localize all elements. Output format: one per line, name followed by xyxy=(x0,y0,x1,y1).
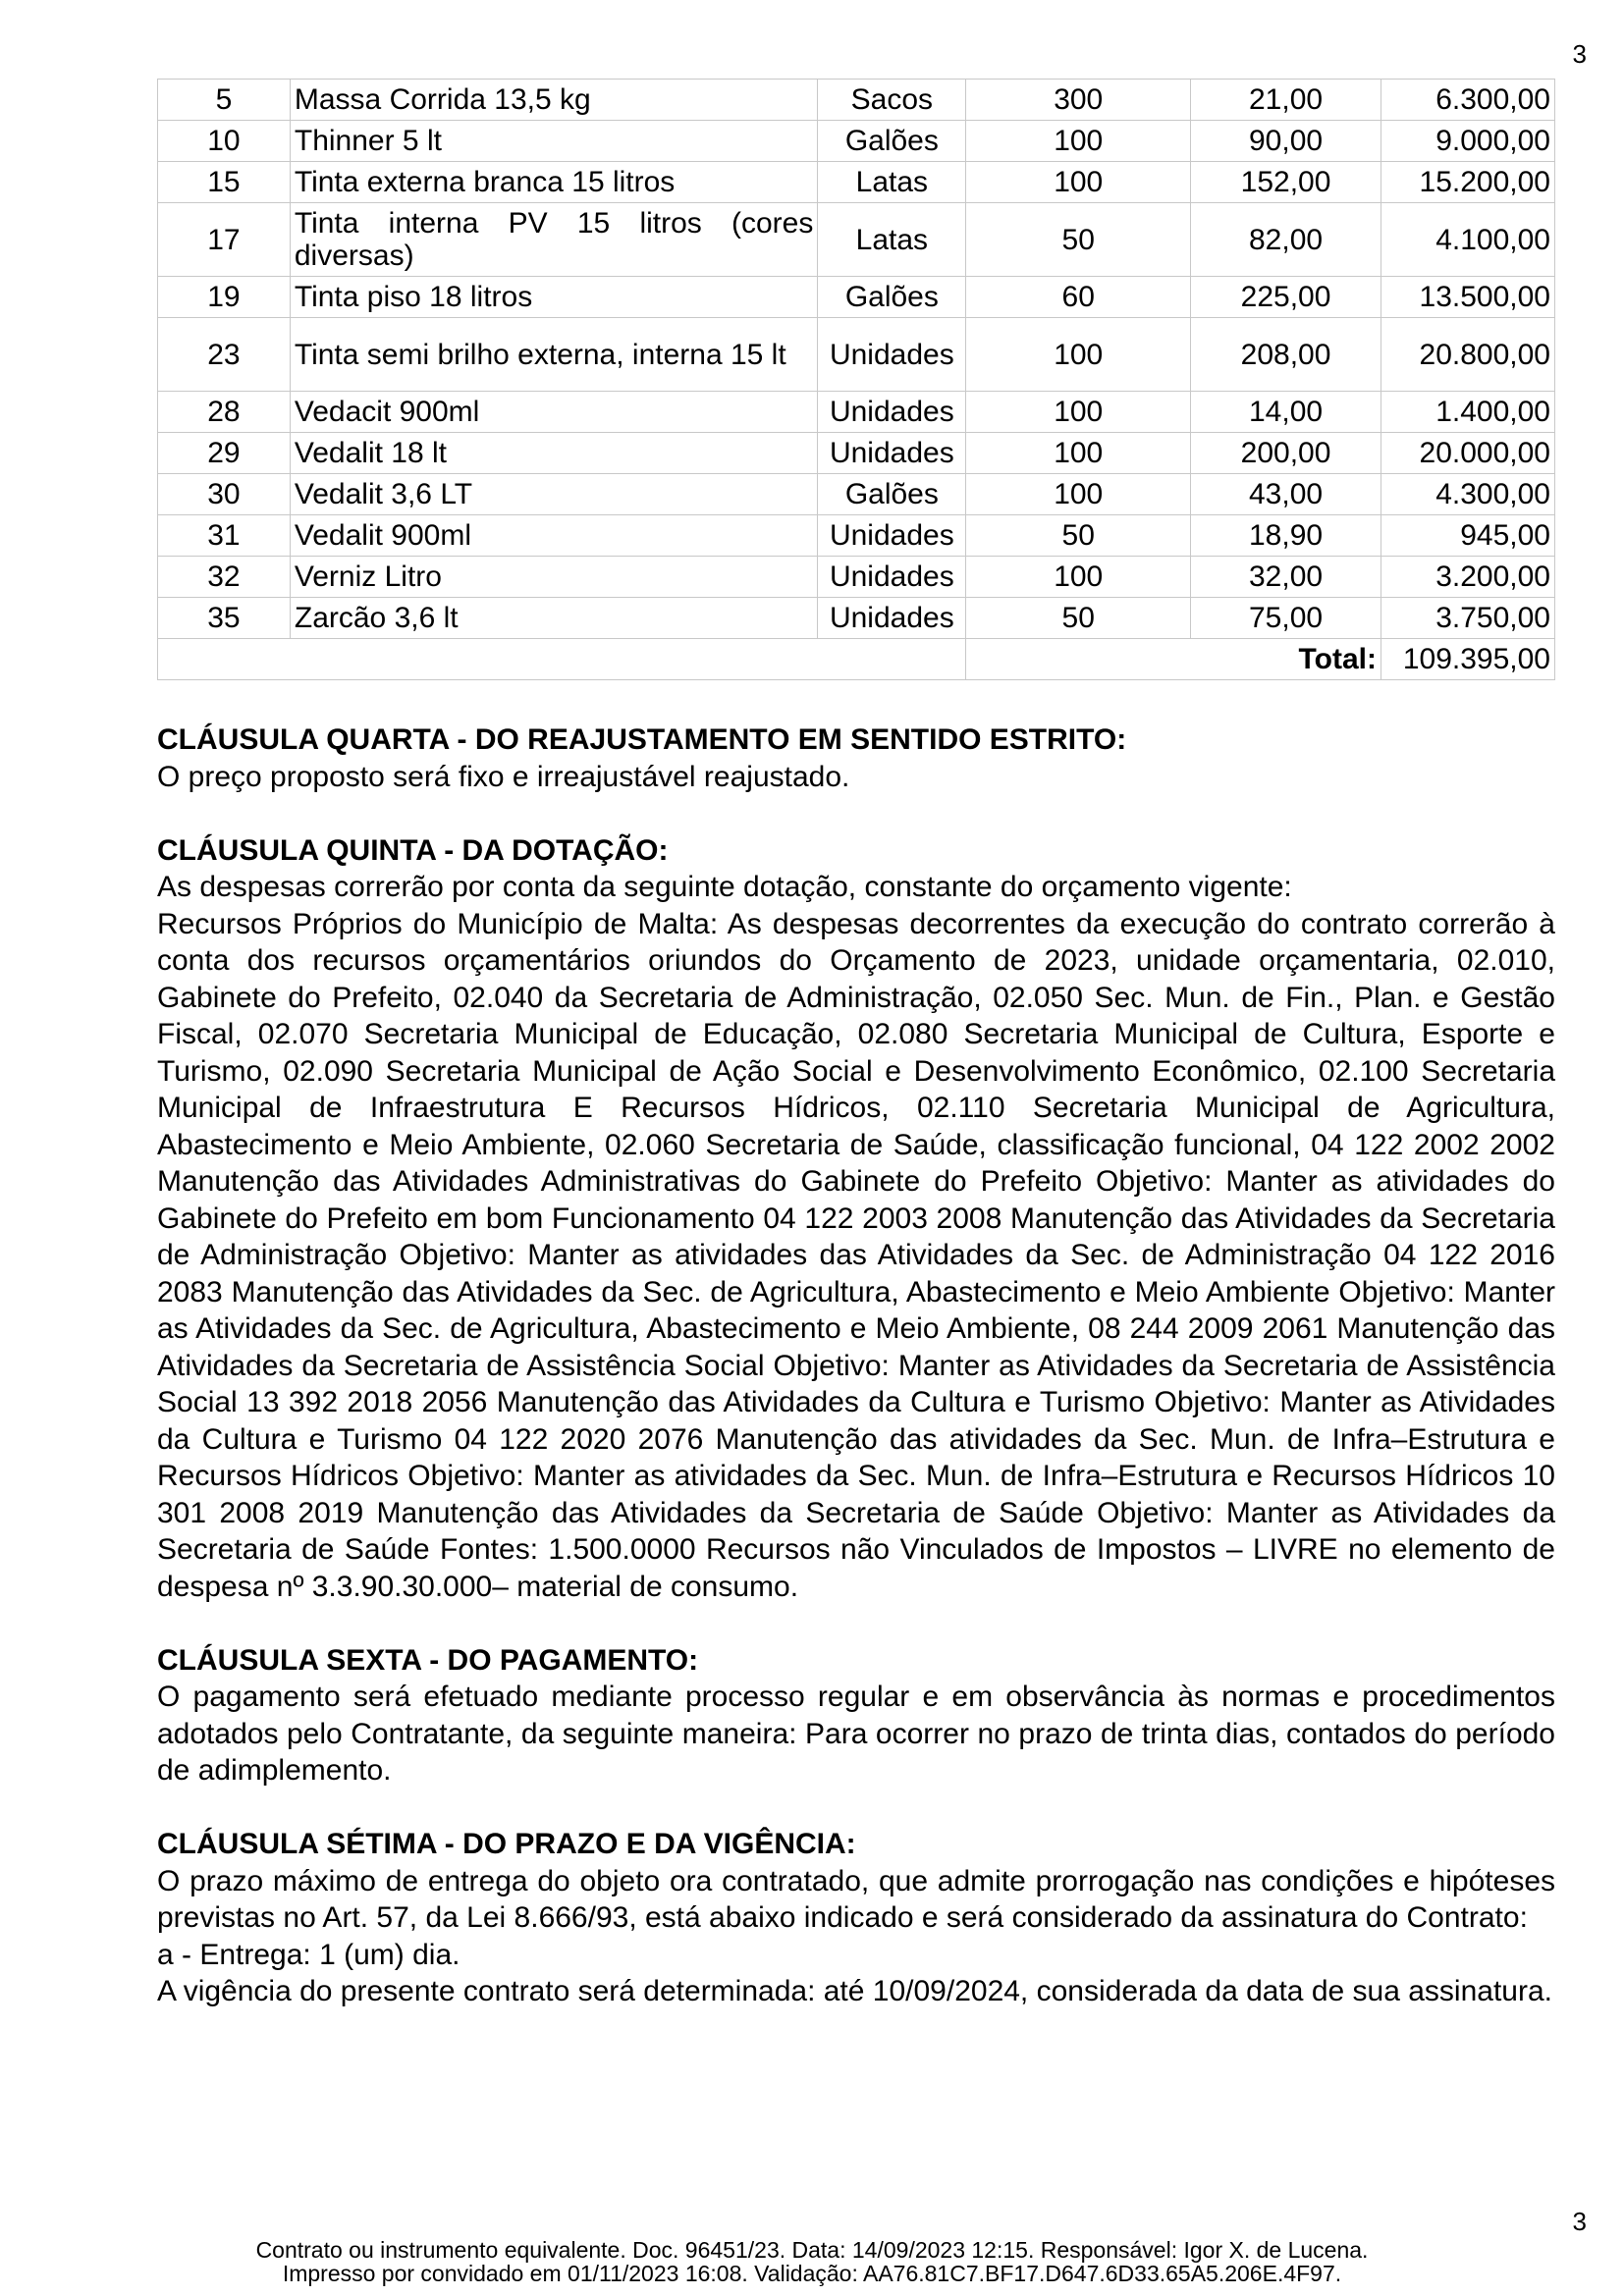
row-number: 10 xyxy=(158,121,291,162)
clause-sexta-title: CLÁUSULA SEXTA - DO PAGAMENTO: xyxy=(157,1643,699,1677)
row-number: 23 xyxy=(158,318,291,392)
row-total: 6.300,00 xyxy=(1380,80,1554,121)
row-unit-price: 75,00 xyxy=(1191,598,1381,639)
clause-sexta-text: O pagamento será efetuado mediante processo regular e em observância às normas e procedimentos adotados pelo Contratante, da seguinte maneira: Para ocorrer no prazo de trinta dias, contados do período de adimplemento. xyxy=(157,1681,1555,1787)
table-row xyxy=(158,598,1555,639)
row-description: Tinta semi brilho externa, interna 15 lt xyxy=(290,318,817,392)
table-row xyxy=(158,433,1555,474)
row-quantity: 100 xyxy=(966,557,1191,598)
row-unit: Unidades xyxy=(818,433,966,474)
row-quantity: 100 xyxy=(966,162,1191,203)
table-row xyxy=(158,203,1555,277)
row-unit-price: 208,00 xyxy=(1191,318,1381,392)
row-description: Massa Corrida 13,5 kg xyxy=(290,80,817,121)
row-unit: Unidades xyxy=(818,515,966,557)
items-table-body xyxy=(158,80,1555,639)
row-quantity: 100 xyxy=(966,392,1191,433)
row-unit: Unidades xyxy=(818,318,966,392)
row-number: 35 xyxy=(158,598,291,639)
row-unit: Latas xyxy=(818,203,966,277)
row-number: 31 xyxy=(158,515,291,557)
clause-quinta xyxy=(157,832,1555,1606)
row-total: 4.100,00 xyxy=(1380,203,1554,277)
total-label: Total: xyxy=(966,639,1381,680)
clause-setima-text: O prazo máximo de entrega do objeto ora contratado, que admite prorrogação nas condições e hipóteses previstas no Art. 57, da Lei 8.666/93, está abaixo indicado e será considerado da assinatura do Contrato: xyxy=(157,1864,1555,1934)
row-number: 29 xyxy=(158,433,291,474)
row-unit: Unidades xyxy=(818,557,966,598)
row-description: Vedacit 900ml xyxy=(290,392,817,433)
row-total: 15.200,00 xyxy=(1380,162,1554,203)
table-row xyxy=(158,515,1555,557)
row-number: 30 xyxy=(158,474,291,515)
row-total: 3.200,00 xyxy=(1380,557,1554,598)
footer-line-1: Contrato ou instrumento equivalente. Doc. 96451/23. Data: 14/09/2023 12:15. Responsável: Igor X. de Lucena. xyxy=(255,2237,1369,2263)
total-row-blank xyxy=(158,639,966,680)
row-number: 17 xyxy=(158,203,291,277)
row-number: 32 xyxy=(158,557,291,598)
row-unit-price: 14,00 xyxy=(1191,392,1381,433)
row-total: 20.800,00 xyxy=(1380,318,1554,392)
row-total: 9.000,00 xyxy=(1380,121,1554,162)
table-row xyxy=(158,80,1555,121)
table-row xyxy=(158,318,1555,392)
table-row xyxy=(158,162,1555,203)
row-unit-price: 43,00 xyxy=(1191,474,1381,515)
row-unit-price: 90,00 xyxy=(1191,121,1381,162)
row-quantity: 50 xyxy=(966,598,1191,639)
clause-quarta xyxy=(157,721,1555,795)
row-quantity: 50 xyxy=(966,515,1191,557)
page-number-bottom: 3 xyxy=(1572,2207,1587,2236)
row-description: Verniz Litro xyxy=(290,557,817,598)
row-unit: Galões xyxy=(818,121,966,162)
table-row xyxy=(158,474,1555,515)
row-number: 15 xyxy=(158,162,291,203)
row-total: 1.400,00 xyxy=(1380,392,1554,433)
row-description: Tinta piso 18 litros xyxy=(290,277,817,318)
row-unit: Sacos xyxy=(818,80,966,121)
row-unit-price: 18,90 xyxy=(1191,515,1381,557)
row-quantity: 100 xyxy=(966,121,1191,162)
clause-setima-item-a: a - Entrega: 1 (um) dia. xyxy=(157,1938,460,1971)
total-value: 109.395,00 xyxy=(1380,639,1554,680)
row-quantity: 300 xyxy=(966,80,1191,121)
row-quantity: 100 xyxy=(966,318,1191,392)
clause-setima xyxy=(157,1826,1555,2010)
items-table xyxy=(157,79,1555,680)
row-unit-price: 152,00 xyxy=(1191,162,1381,203)
clause-setima-vigencia: A vigência do presente contrato será determinada: até 10/09/2024, considerada da data de sua assinatura. xyxy=(157,1975,1552,2007)
row-total: 3.750,00 xyxy=(1380,598,1554,639)
row-description: Vedalit 18 lt xyxy=(290,433,817,474)
contract-body xyxy=(157,721,1555,2047)
clause-quinta-title: CLÁUSULA QUINTA - DA DOTAÇÃO: xyxy=(157,833,669,867)
row-quantity: 60 xyxy=(966,277,1191,318)
row-total: 4.300,00 xyxy=(1380,474,1554,515)
footer-line-2: Impresso por convidado em 01/11/2023 16:08. Validação: AA76.81C7.BF17.D647.6D33.65A5.206E.4F97. xyxy=(282,2261,1342,2286)
document-footer xyxy=(0,2238,1624,2285)
clause-quinta-text: Recursos Próprios do Município de Malta: As despesas decorrentes da execução do contrato correrão à conta dos recursos orçamentários oriundos do Orçamento de 2023, unidade orçamentaria, 02.010, Gabinete do Prefeito, 02.040 da Secretaria de Administração, 02.050 Sec. Mun. de Fin., Plan. e Gestão Fiscal, 02.070 Secretaria Municipal de Educação, 02.080 Secretaria Municipal de Cultura, Esporte e Turismo, 02.090 Secretaria Municipal de Ação Social e Desenvolvimento Econômico, 02.100 Secretaria Municipal de Infraestrutura E Recursos Hídricos, 02.110 Secretaria Municipal de Agricultura, Abastecimento e Meio Ambiente, 02.060 Secretaria de Saúde, classificação funcional, 04 122 2002 2002 Manutenção das Atividades Administrativas do Gabinete do Prefeito Objetivo: Manter as atividades do Gabinete do Prefeito em bom Funcionamento 04 122 2003 2008 Manutenção das Atividades da Secretaria de Administração Objetivo: Manter as atividades das Atividades da Sec. de Administração 04 122 2016 2083 Manutenção das Atividades da Sec. de Agricultura, Abastecimento e Meio Ambiente Objetivo: Manter as Atividades da Sec. de Agricultura, Abastecimento e Meio Ambiente, 08 244 2009 2061 Manutenção das Atividades da Secretaria de Assistência Social Objetivo: Manter as Atividades da Secretaria de Assistência Social 13 392 2018 2056 Manutenção das Atividades da Cultura e Turismo Objetivo: Manter as Atividades da Cultura e Turismo 04 122 2020 2076 Manutenção das atividades da Sec. Mun. de Infra–Estrutura e Recursos Hídricos Objetivo: Manter as atividades da Sec. Mun. de Infra–Estrutura e Recursos Hídricos 10 301 2008 2019 Manutenção das Atividades da Secretaria de Saúde Objetivo: Manter as Atividades da Secretaria de Saúde Fontes: 1.500.0000 Recursos não Vinculados de Impostos – LIVRE no elemento de despesa nº 3.3.90.30.000– material de consumo. xyxy=(157,907,1555,1603)
row-unit-price: 82,00 xyxy=(1191,203,1381,277)
row-unit: Galões xyxy=(818,474,966,515)
clause-setima-title: CLÁUSULA SÉTIMA - DO PRAZO E DA VIGÊNCIA: xyxy=(157,1828,856,1860)
row-description: Vedalit 3,6 LT xyxy=(290,474,817,515)
clause-quinta-intro: As despesas correrão por conta da seguinte dotação, constante do orçamento vigente: xyxy=(157,871,1292,903)
table-total-row xyxy=(158,639,1555,680)
row-number: 5 xyxy=(158,80,291,121)
row-description: Tinta interna PV 15 litros (cores diversas) xyxy=(290,203,817,277)
table-row xyxy=(158,557,1555,598)
row-quantity: 100 xyxy=(966,433,1191,474)
clause-quarta-text: O preço proposto será fixo e irreajustável reajustado. xyxy=(157,760,850,793)
row-quantity: 50 xyxy=(966,203,1191,277)
row-description: Thinner 5 lt xyxy=(290,121,817,162)
row-unit-price: 32,00 xyxy=(1191,557,1381,598)
row-unit: Latas xyxy=(818,162,966,203)
row-description: Zarcão 3,6 lt xyxy=(290,598,817,639)
row-unit: Galões xyxy=(818,277,966,318)
row-total: 945,00 xyxy=(1380,515,1554,557)
row-description: Vedalit 900ml xyxy=(290,515,817,557)
page-number-top: 3 xyxy=(1572,39,1587,69)
row-unit: Unidades xyxy=(818,598,966,639)
row-unit: Unidades xyxy=(818,392,966,433)
row-number: 19 xyxy=(158,277,291,318)
table-row xyxy=(158,121,1555,162)
row-total: 20.000,00 xyxy=(1380,433,1554,474)
row-total: 13.500,00 xyxy=(1380,277,1554,318)
row-unit-price: 225,00 xyxy=(1191,277,1381,318)
table-row xyxy=(158,392,1555,433)
row-unit-price: 200,00 xyxy=(1191,433,1381,474)
clause-sexta xyxy=(157,1642,1555,1789)
row-unit-price: 21,00 xyxy=(1191,80,1381,121)
row-quantity: 100 xyxy=(966,474,1191,515)
row-number: 28 xyxy=(158,392,291,433)
table-row xyxy=(158,277,1555,318)
row-description: Tinta externa branca 15 litros xyxy=(290,162,817,203)
clause-quarta-title: CLÁUSULA QUARTA - DO REAJUSTAMENTO EM SENTIDO ESTRITO: xyxy=(157,723,1127,756)
